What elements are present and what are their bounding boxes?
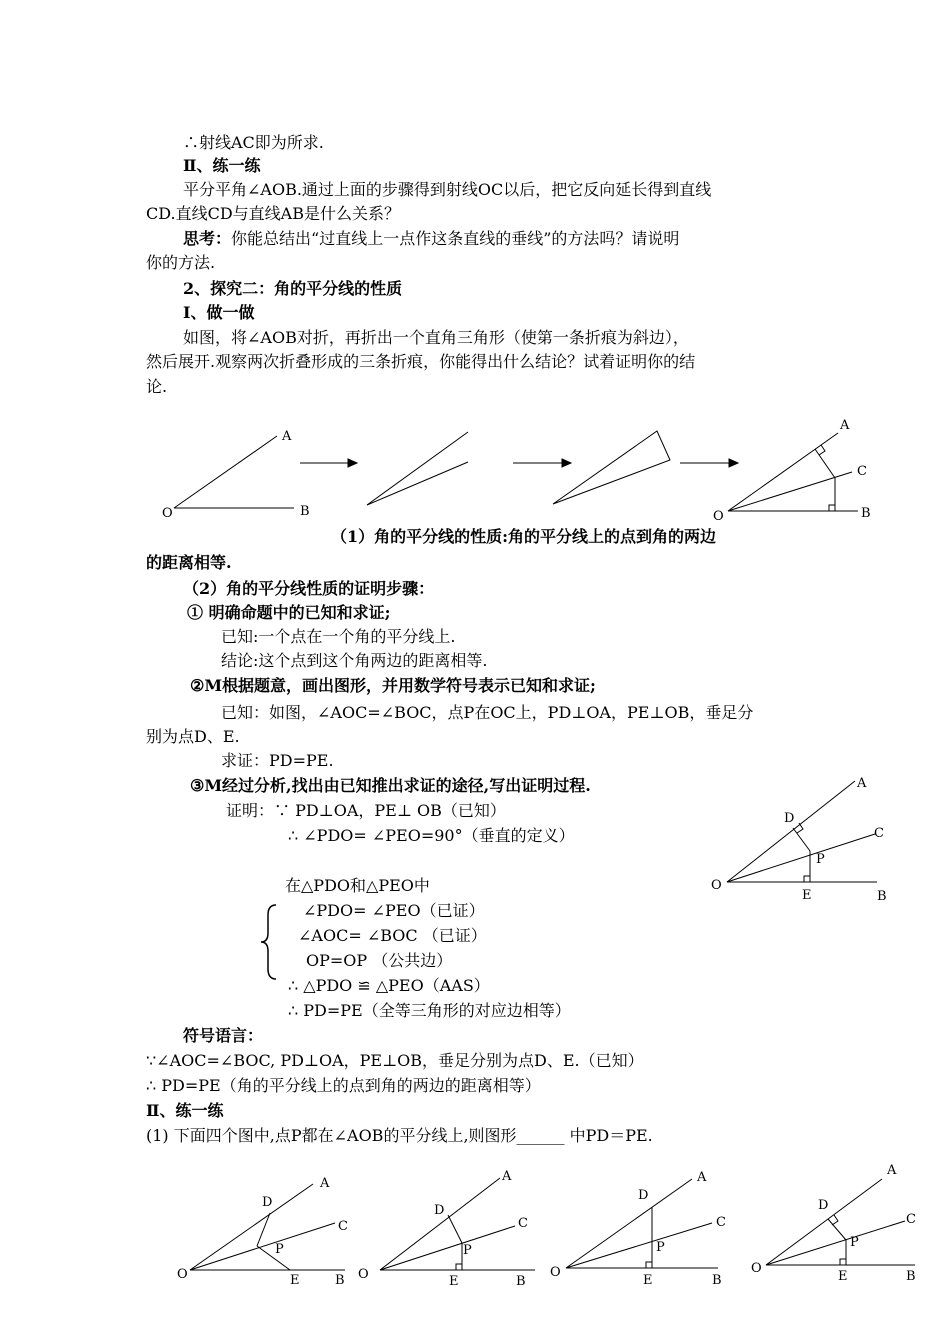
proof-step-3: ③M经过分析,找出由已知推出求证的途径,写出证明过程. — [190, 776, 591, 795]
symbol-language-heading: 符号语言： — [183, 1026, 264, 1045]
ex4-right-angle-e — [840, 1259, 846, 1265]
fold-fig4-label-b: B — [861, 506, 871, 521]
text-line-10: 然后展开.观察两次折叠形成的三条折痕，你能得出什么结论？试着证明你的结 — [146, 352, 696, 371]
ex3-label-o: O — [550, 1265, 561, 1280]
ex4-label-d: D — [818, 1198, 829, 1213]
exercise-figure-4 — [751, 1163, 916, 1284]
ex1-label-p: P — [275, 1242, 284, 1257]
ex2-label-d: D — [434, 1203, 445, 1218]
ex3-label-e: E — [643, 1273, 653, 1288]
ex1-ray-a — [190, 1184, 313, 1270]
section-heading-do: Ⅰ、做一做 — [183, 303, 255, 322]
ex1-ray-c — [190, 1223, 335, 1270]
fold-fig3-triangle — [553, 431, 670, 504]
fold-fig1-ray-a — [174, 436, 277, 508]
exercise-figure-1 — [177, 1176, 348, 1288]
proof-steps-heading: （2）角的平分线性质的证明步骤： — [183, 579, 435, 598]
ex1-label-b: B — [335, 1273, 345, 1288]
ex2-label-e: E — [449, 1274, 459, 1289]
property-statement-cont: 的距离相等. — [146, 553, 232, 572]
fold-fig1-label-a: A — [282, 429, 292, 444]
proof-step-2: ②M根据题意，画出图形，并用数学符号表示已知和求证; — [190, 676, 596, 695]
exercise-1: (1) 下面四个图中,点P都在∠AOB的平分线上,则图形______ 中PD＝PE. — [146, 1126, 653, 1145]
ex1-segment-pe — [257, 1246, 290, 1270]
ex3-right-angle-e — [646, 1262, 652, 1268]
ex3-label-d: D — [638, 1188, 649, 1203]
proof-fig-label-e: E — [802, 888, 812, 903]
think-label: 思考： — [183, 229, 232, 248]
arrow-3-head — [729, 459, 738, 467]
proof-fig-label-c: C — [874, 826, 884, 841]
ex2-ray-c — [380, 1226, 515, 1270]
ex1-label-d: D — [262, 1195, 273, 1210]
text-line-9: 如图，将∠AOB对折，再折出一个直角三角形（使第一条折痕为斜边）， — [183, 328, 689, 347]
ex1-label-o: O — [177, 1267, 188, 1282]
ex2-label-c: C — [518, 1216, 528, 1231]
proof-line-1: 证明：∵ PD⊥OA，PE⊥ OB（已知） — [226, 801, 506, 820]
ex2-segment-pd — [448, 1215, 462, 1243]
fold-fig4-label-c: C — [857, 464, 867, 479]
ex1-label-e: E — [290, 1273, 300, 1288]
folding-diagram — [0, 410, 950, 530]
text-line-11: 论. — [146, 377, 168, 396]
proof-line-5: ∠AOC= ∠BOC （已证） — [298, 926, 487, 945]
symbol-line-2: ∴ PD=PE（角的平分线上的点到角的两边的距离相等） — [146, 1076, 541, 1095]
proof-line-7: ∴ △PDO ≌ △PEO（AAS） — [288, 976, 490, 995]
ex4-ray-a — [766, 1179, 882, 1265]
section-heading-practice-2: Ⅱ、练一练 — [146, 1101, 224, 1120]
proof-fig-ray-c — [727, 834, 875, 882]
given-text: 已知：如图，∠AOC=∠BOC，点P在OC上，PD⊥OA，PE⊥OB，垂足分 — [221, 703, 754, 722]
proof-fig-label-a: A — [857, 776, 867, 791]
ex4-label-b: B — [906, 1269, 916, 1284]
ex2-label-b: B — [516, 1274, 526, 1289]
known-text: 已知:一个点在一个角的平分线上. — [221, 627, 456, 646]
think-line — [183, 228, 679, 250]
proof-line-2: ∴ ∠PDO= ∠PEO=90°（垂直的定义） — [288, 826, 575, 845]
ex4-label-a: A — [887, 1163, 897, 1178]
ex2-label-o: O — [358, 1267, 369, 1282]
fold-fig4-ray-a — [728, 433, 838, 511]
exercise-figures — [0, 1160, 950, 1310]
fold-fig1-label-o: O — [162, 506, 173, 521]
fold-fig1-label-b: B — [300, 504, 310, 519]
symbol-line-1: ∵∠AOC=∠BOC, PD⊥OA，PE⊥OB，垂足分别为点D、E.（已知） — [146, 1051, 644, 1070]
text-line-6: 你的方法. — [146, 253, 216, 272]
section-heading-practice: Ⅱ、练一练 — [183, 156, 261, 175]
ex3-label-a: A — [697, 1170, 707, 1185]
property-statement: （1）角的平分线的性质:角的平分线上的点到角的两边 — [331, 527, 717, 546]
brace-path — [261, 905, 276, 979]
proof-diagram — [705, 775, 895, 905]
proof-fig-label-p: P — [816, 852, 825, 867]
conclusion-text: 结论:这个点到这个角两边的距离相等. — [221, 651, 488, 670]
ex2-right-angle-e — [456, 1264, 462, 1270]
proof-line-3: 在△PDO和△PEO中 — [285, 876, 430, 895]
ex3-ray-a — [566, 1179, 692, 1268]
fold-fig4-right-angle-2 — [829, 505, 835, 511]
prove-text: 求证：PD=PE. — [221, 751, 334, 770]
section-heading-explore-2: 2、探究二：角的平分线的性质 — [183, 279, 403, 298]
fold-fig4-right-angle-1 — [819, 445, 825, 455]
proof-brace — [258, 903, 280, 981]
proof-line-4: ∠PDO= ∠PEO（已证） — [303, 901, 485, 920]
proof-fig-label-o: O — [711, 878, 722, 893]
exercise-figure-2 — [358, 1169, 535, 1289]
proof-fig-label-b: B — [877, 889, 887, 904]
ex2-label-a: A — [502, 1169, 512, 1184]
proof-step-1: ① 明确命题中的已知和求证; — [187, 603, 391, 622]
think-text: 你能总结出“过直线上一点作这条直线的垂线”的方法吗？请说明 — [231, 229, 680, 248]
ex4-label-o: O — [751, 1261, 762, 1276]
proof-fig-right-angle-e — [804, 876, 810, 882]
fold-fig4-perp-1 — [815, 449, 835, 478]
ex4-label-e: E — [838, 1269, 848, 1284]
text-line-4: CD.直线CD与直线AB是什么关系？ — [146, 204, 400, 223]
arrow-1-head — [348, 459, 357, 467]
ex2-label-p: P — [463, 1243, 472, 1258]
fold-fig4-label-o: O — [713, 509, 724, 524]
given-text-cont: 别为点D、E. — [146, 727, 240, 746]
ex3-ray-c — [566, 1223, 712, 1268]
ex3-label-c: C — [716, 1215, 726, 1230]
ex4-label-p: P — [850, 1235, 859, 1250]
proof-fig-ray-a — [727, 781, 855, 882]
ex2-ray-a — [380, 1178, 500, 1270]
ex4-right-angle-d — [832, 1215, 838, 1225]
ex3-label-p: P — [656, 1240, 665, 1255]
proof-fig-segment-pd — [793, 828, 810, 851]
text-line-3: 平分平角∠AOB.通过上面的步骤得到射线OC以后，把它反向延长得到直线 — [183, 180, 712, 199]
text-line-1: ∴射线AC即为所求. — [183, 133, 324, 152]
ex1-label-a: A — [320, 1176, 330, 1191]
proof-line-6: OP=OP （公共边） — [306, 951, 453, 970]
ex4-label-c: C — [906, 1212, 916, 1227]
arrow-2-head — [562, 459, 571, 467]
proof-fig-label-d: D — [784, 811, 795, 826]
proof-fig-right-angle-d — [797, 823, 803, 833]
exercise-figure-3 — [550, 1170, 726, 1288]
proof-line-8: ∴ PD=PE（全等三角形的对应边相等） — [288, 1001, 571, 1020]
ex1-label-c: C — [338, 1219, 348, 1234]
ex3-label-b: B — [712, 1273, 722, 1288]
fold-fig4-label-a: A — [840, 418, 850, 433]
ex1-segment-pd — [257, 1213, 270, 1246]
